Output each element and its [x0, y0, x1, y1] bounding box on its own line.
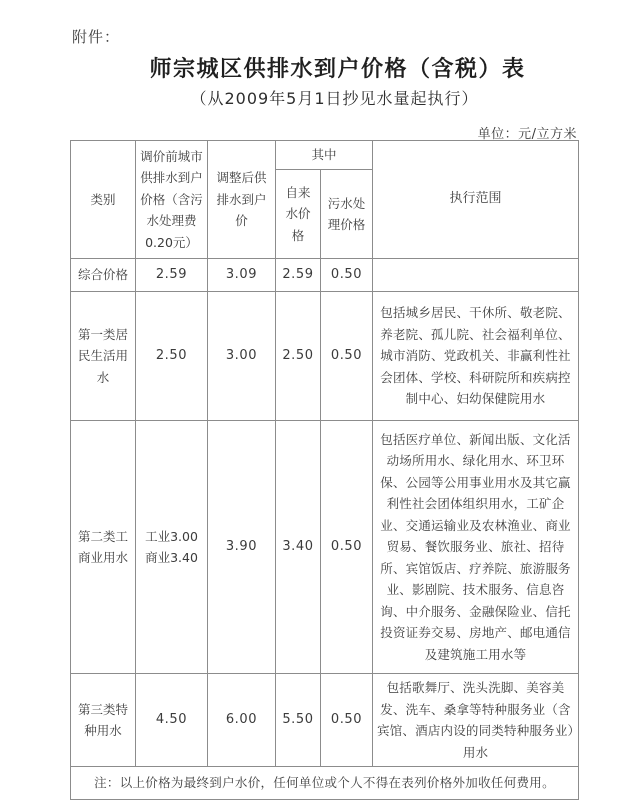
column-header-group: 其中: [276, 141, 373, 170]
cell-scope: 包括医疗单位、新闻出版、文化活动场所用水、绿化用水、环卫环保、公园等公用事业用水及其它赢利性社会团体组织用水，工矿企业、交通运输业及农林渔业、商业贸易、餐饮服务业、旅社、招待所、宾馆饭店、疗养院、旅游服务业、影剧院、技术服务、信息咨询、中介服务、金融保险业、信托投资证券交易、房地产、邮电通信及建筑施工用水等: [373, 421, 579, 674]
cell-category: 第一类居民生活用水: [71, 292, 136, 421]
cell-tap-water: 5.50: [276, 674, 321, 767]
cell-category: 第三类特种用水: [71, 674, 136, 767]
cell-scope: [373, 259, 579, 292]
column-header-sewage: 污水处理价格: [321, 170, 373, 259]
cell-old-price: 4.50: [136, 674, 208, 767]
attachment-label: 附件：: [72, 28, 121, 46]
column-header-category: 类别: [71, 141, 136, 259]
cell-sewage: 0.50: [321, 421, 373, 674]
table-row: [71, 421, 579, 674]
cell-old-price: 2.59: [136, 259, 208, 292]
price-table-container: [70, 140, 578, 800]
cell-category: 综合价格: [71, 259, 136, 292]
table-header: [71, 141, 579, 259]
cell-tap-water: 3.40: [276, 421, 321, 674]
page-subtitle: （从2009年5月1日抄见水量起执行）: [190, 89, 479, 108]
cell-new-price: 3.00: [208, 292, 276, 421]
price-table: [70, 140, 579, 800]
footer-note: 注：以上价格为最终到户水价，任何单位或个人不得在表列价格外加收任何费用。: [71, 767, 579, 800]
cell-new-price: 6.00: [208, 674, 276, 767]
table-body: [71, 259, 579, 800]
cell-old-price-commercial: 商业3.40: [145, 550, 198, 565]
column-header-scope: 执行范围: [373, 141, 579, 259]
table-footer-note-row: [71, 767, 579, 800]
cell-tap-water: 2.50: [276, 292, 321, 421]
cell-old-price: [136, 421, 208, 674]
table-row: [71, 292, 579, 421]
cell-category: 第二类工商业用水: [71, 421, 136, 674]
cell-sewage: 0.50: [321, 674, 373, 767]
page-title: 师宗城区供排水到户价格（含税）表: [149, 57, 526, 82]
column-header-tap-water: 自来水价格: [276, 170, 321, 259]
cell-old-price-industrial: 工业3.00: [145, 528, 198, 544]
cell-new-price: 3.90: [208, 421, 276, 674]
column-header-old-price: 调价前城市供排水到户价格（含污水处理费0.20元）: [136, 141, 208, 259]
cell-sewage: 0.50: [321, 292, 373, 421]
header-row-main: [71, 141, 579, 170]
cell-new-price: 3.09: [208, 259, 276, 292]
unit-note: 单位：元/立方米: [477, 127, 577, 142]
cell-scope: 包括城乡居民、干休所、敬老院、养老院、孤儿院、社会福利单位、城市消防、党政机关、非赢利性社会团体、学校、科研院所和疾病控制中心、妇幼保健院用水: [373, 292, 579, 421]
table-row: [71, 674, 579, 767]
cell-sewage: 0.50: [321, 259, 373, 292]
cell-scope: 包括歌舞厅、洗头洗脚、美容美发、洗车、桑拿等特种服务业（含宾馆、酒店内设的同类特种服务业）用水: [373, 674, 579, 767]
cell-old-price: 2.50: [136, 292, 208, 421]
cell-tap-water: 2.59: [276, 259, 321, 292]
column-header-new-price: 调整后供排水到户价: [208, 141, 276, 259]
table-row: [71, 259, 579, 292]
